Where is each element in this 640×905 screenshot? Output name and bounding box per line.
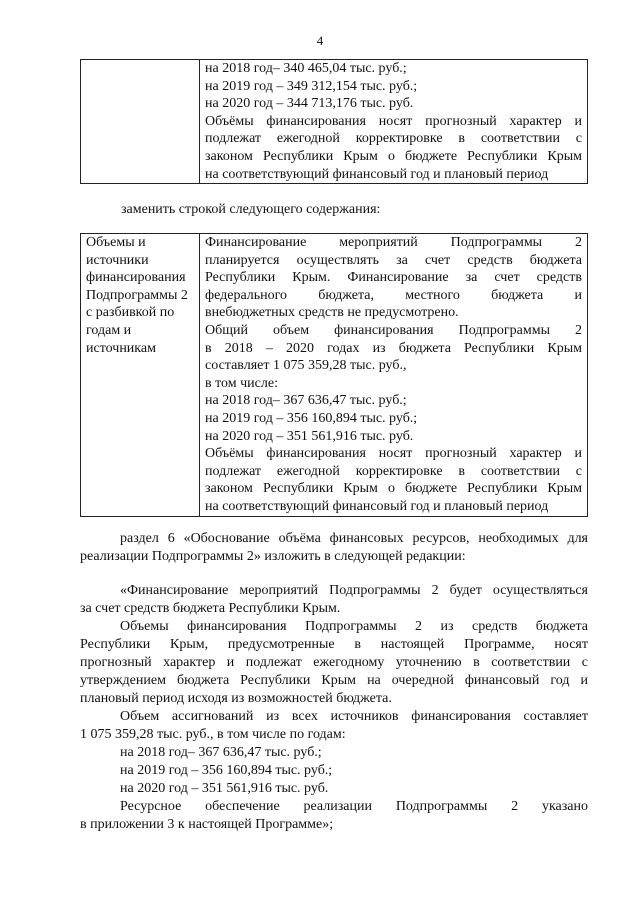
table-line: на 2018 год– 367 636,47 тыс. руб.; <box>205 393 407 409</box>
body-line: на 2020 год – 351 561,916 тыс. руб. <box>120 781 329 796</box>
table-line: внебюджетных средств не предусмотрено. <box>205 305 459 321</box>
table-line: Общий объем финансирования Подпрограммы 2 <box>205 322 582 338</box>
left-line: источники <box>86 252 149 268</box>
table-line: составляет 1 075 359,28 тыс. руб., <box>205 358 407 374</box>
table-line: на 2020 год – 344 713,176 тыс. руб. <box>205 96 414 112</box>
replace-instruction: заменить строкой следующего содержания: <box>121 202 381 217</box>
table-line: на 2019 год – 349 312,154 тыс. руб.; <box>205 78 418 94</box>
section6-line: раздел 6 «Обоснование объёма финансовых ресурсов, необходимых для <box>120 531 588 546</box>
page-number: 4 <box>316 33 324 48</box>
body-line: прогнозный характер и подлежат ежегодному уточнению в соответствии с <box>80 655 588 670</box>
section6-instruction <box>80 530 588 566</box>
body-line: Объемы финансирования Подпрограммы 2 из средств бюджета <box>120 619 588 634</box>
table-line: Объёмы финансирования носят прогнозный характер и <box>205 446 582 462</box>
body-line: за счет средств бюджета Республики Крым. <box>80 601 341 616</box>
table-line: на 2018 год– 340 465,04 тыс. руб.; <box>205 61 407 76</box>
left-line: Подпрограммы 2 <box>86 287 188 303</box>
section6-line: реализации Подпрограммы 2» изложить в следующей редакции: <box>80 549 466 564</box>
left-line: источникам <box>86 340 156 356</box>
old-financing-table <box>80 59 588 184</box>
table-line: Объёмы финансирования носят прогнозный характер и <box>205 113 582 129</box>
table-line: законом Республики Крым о бюджете Республики Крым <box>205 148 582 164</box>
new-table-left-cell <box>81 234 200 517</box>
body-line: в приложении 3 к настоящей Программе»; <box>80 817 334 832</box>
left-line: Объемы и <box>86 235 146 250</box>
body-text <box>80 582 588 834</box>
new-table-right-cell <box>200 234 588 517</box>
table-line: на соответствующий финансовый год и плановый период <box>205 498 549 514</box>
body-line: «Финансирование мероприятий Подпрограммы 2 будет осуществляться <box>120 583 588 598</box>
table-line: на соответствующий финансовый год и плановый период <box>205 166 549 182</box>
old-table-right-cell <box>200 60 588 184</box>
table-line: федерального бюджета, местного бюджета и <box>205 287 582 303</box>
left-line: с разбивкой по <box>86 305 175 321</box>
old-table-left-cell <box>81 60 200 184</box>
table-line: на 2019 год – 356 160,894 тыс. руб.; <box>205 410 418 426</box>
table-line: подлежат ежегодной корректировке в соответствии с <box>205 463 582 479</box>
body-line: Ресурсное обеспечение реализации Подпрограммы 2 указано <box>120 799 588 814</box>
table-line: законом Республики Крым о бюджете Республики Крым <box>205 481 582 497</box>
body-line: Объем ассигнований из всех источников финансирования составляет <box>120 709 588 724</box>
left-line: годам и <box>86 322 132 338</box>
table-line: в том числе: <box>205 375 278 391</box>
left-line: финансирования <box>86 270 186 286</box>
body-line: плановый период исходя из возможностей бюджета. <box>80 691 392 706</box>
table-line: на 2020 год – 351 561,916 тыс. руб. <box>205 428 414 444</box>
table-line: подлежат ежегодной корректировке в соответствии с <box>205 131 582 147</box>
table-line: планируется осуществлять за счет средств бюджета <box>205 252 582 268</box>
body-line: Республики Крым, предусмотренные в настоящей Программе, носят <box>80 637 588 652</box>
table-line: Республики Крым. Финансирование за счет средств <box>205 270 582 286</box>
body-line: 1 075 359,28 тыс. руб., в том числе по годам: <box>80 727 346 742</box>
new-financing-table <box>80 233 588 517</box>
table-line: Финансирование мероприятий Подпрограммы 2 <box>205 235 582 250</box>
table-line: в 2018 – 2020 годах из бюджета Республики Крым <box>205 340 582 356</box>
body-line: на 2018 год– 367 636,47 тыс. руб.; <box>120 745 322 760</box>
body-line: на 2019 год – 356 160,894 тыс. руб.; <box>120 763 333 778</box>
body-line: утверждением бюджета Республики Крым на очередной финансовый год и <box>80 673 588 688</box>
